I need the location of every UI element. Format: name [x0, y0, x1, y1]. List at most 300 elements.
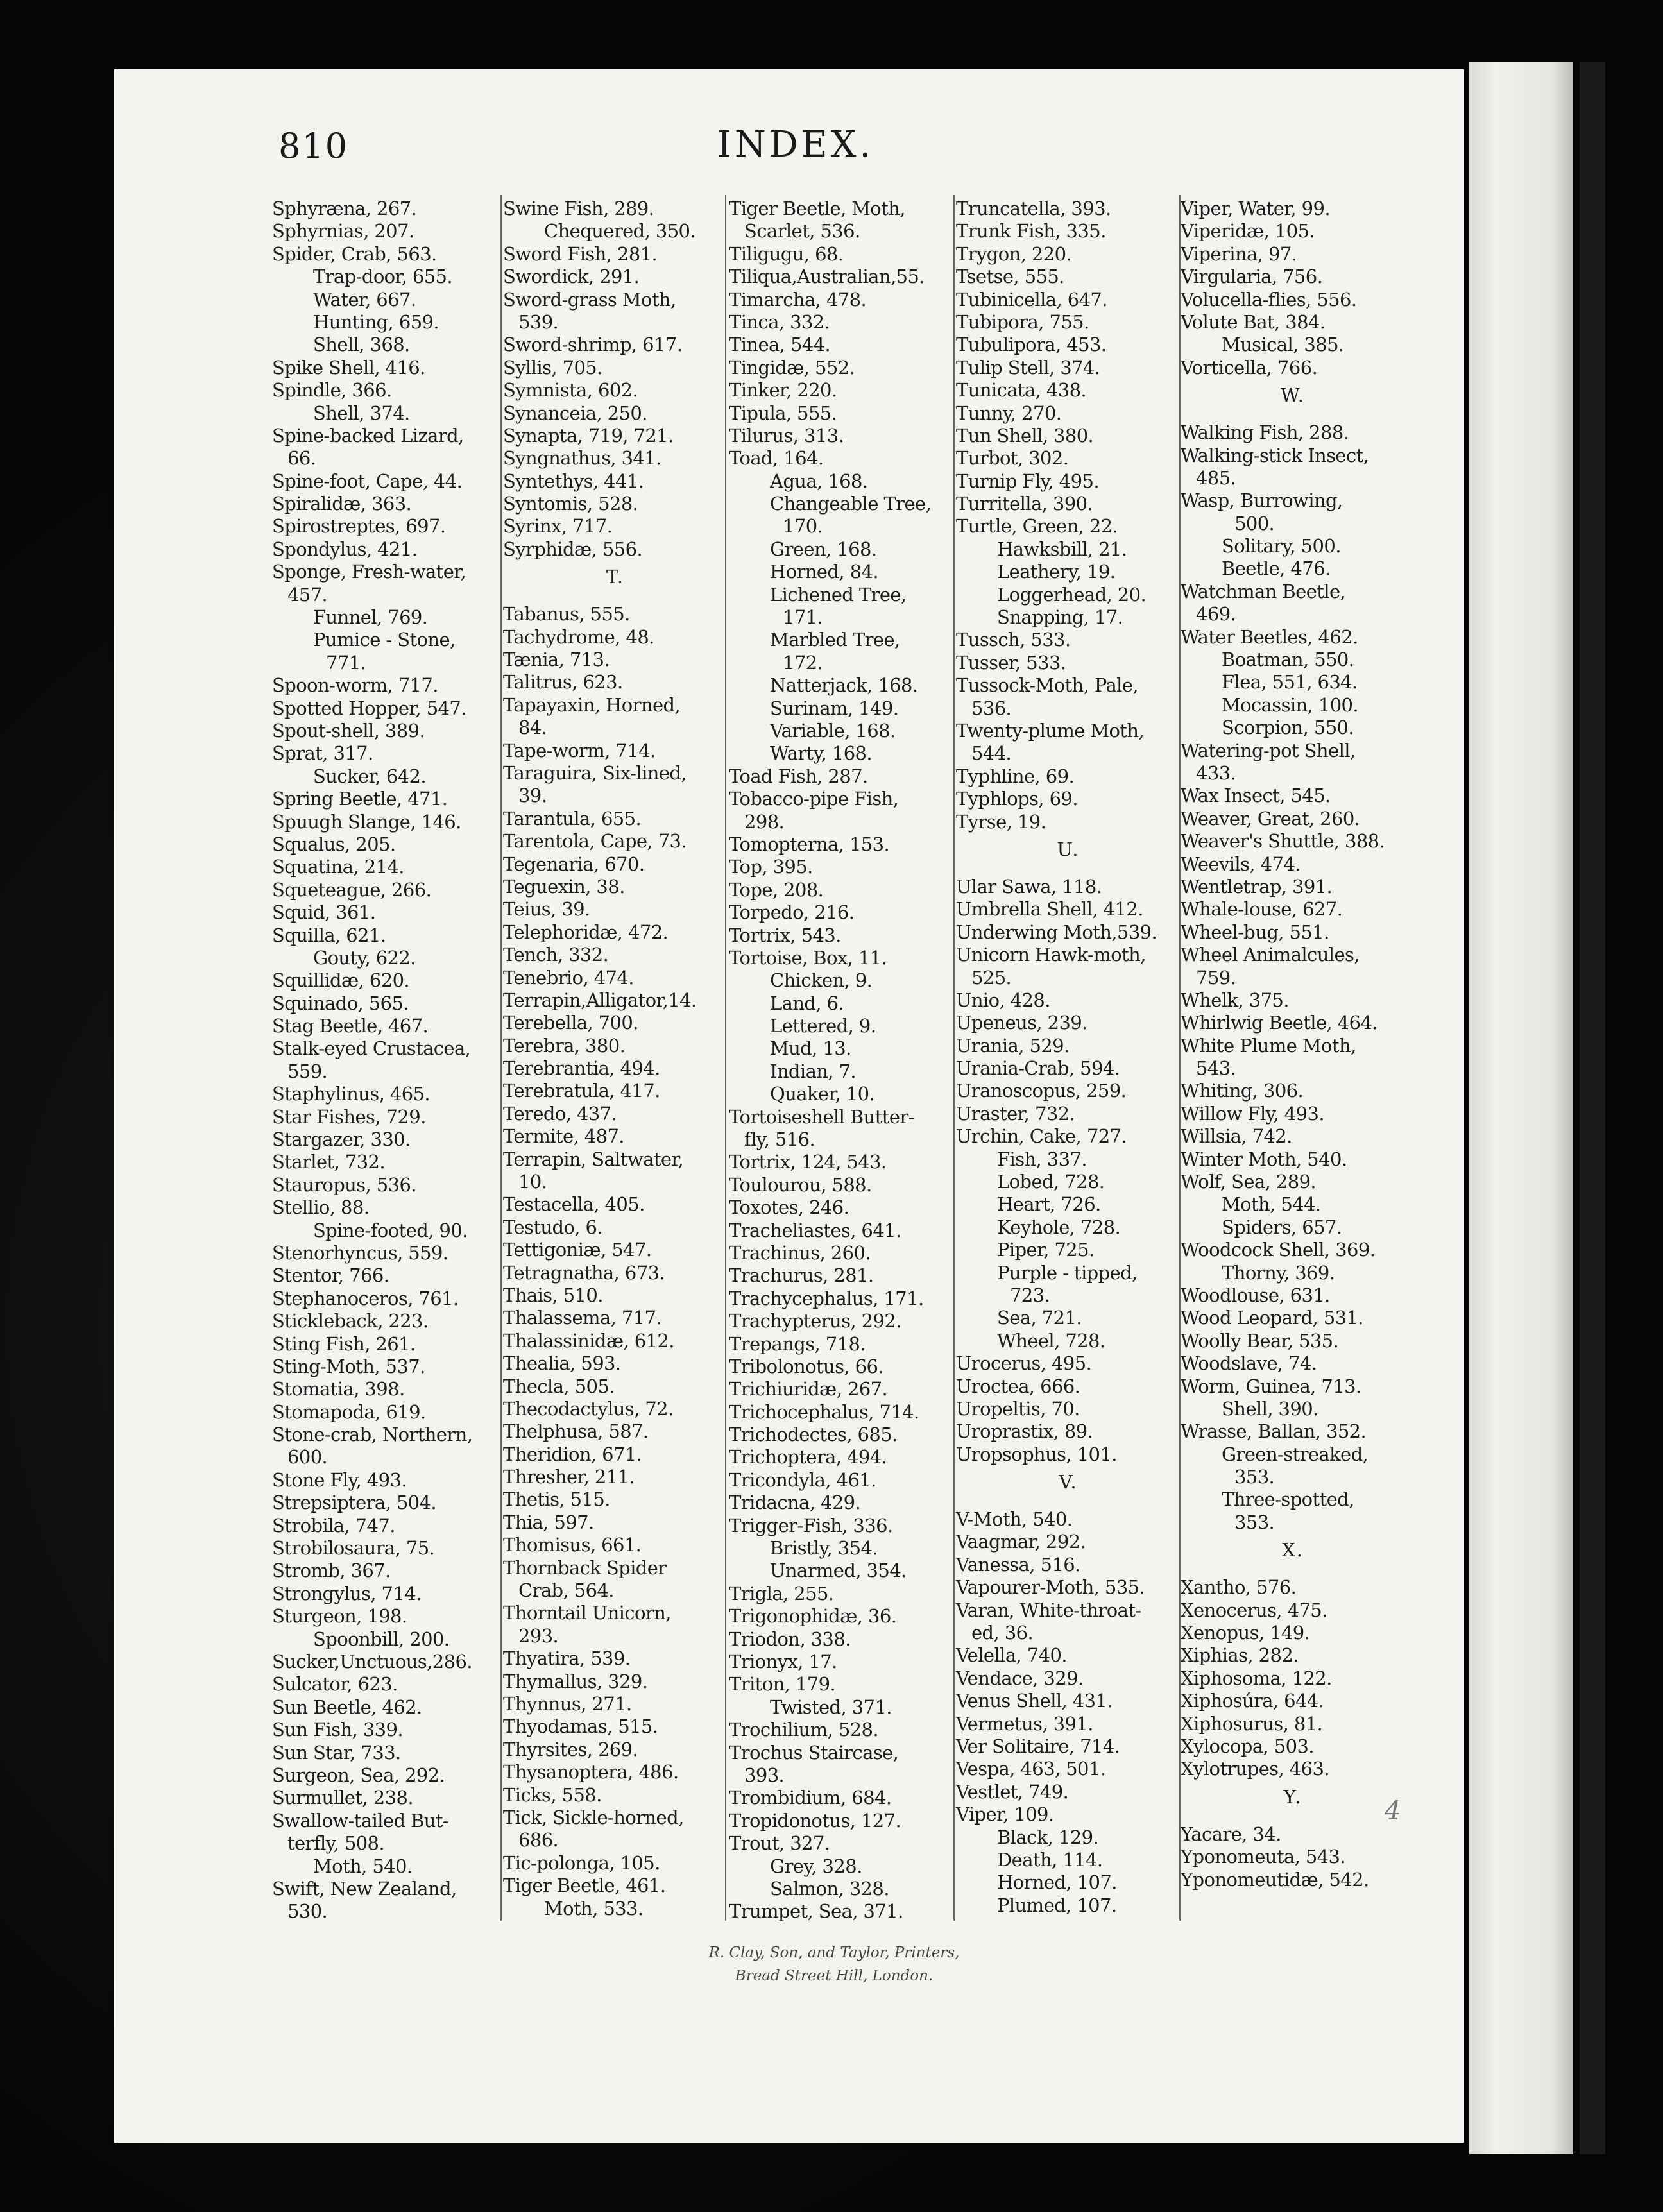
index-entry-line: Sun Beetle, 462. [272, 1696, 422, 1718]
index-entry-line: 771. [326, 651, 366, 674]
index-entry-line: Mud, 13. [770, 1037, 851, 1060]
index-entry-line: Lettered, 9. [770, 1015, 876, 1037]
index-entry-line: Swordick, 291. [503, 266, 640, 288]
index-entry-line: Teguexin, 38. [503, 875, 625, 898]
column-rule [953, 195, 955, 1921]
index-entry-line: Squatina, 214. [272, 856, 404, 878]
index-entry-line: Wheel-bug, 551. [1181, 921, 1329, 943]
index-entry-line: Turnip Fly, 495. [956, 470, 1099, 492]
index-entry-line: Trichiuridæ, 267. [729, 1378, 888, 1400]
index-entry-line: Terrapin,Alligator,14. [503, 989, 697, 1011]
index-entry-line: Spike Shell, 416. [272, 356, 425, 379]
index-entry-line: Green-streaked, [1222, 1443, 1369, 1465]
index-entry-line: Shell, 374. [313, 402, 410, 424]
index-entry-line: Swallow-tailed But- [272, 1809, 449, 1832]
index-entry-line: Viperina, 97. [1181, 242, 1297, 265]
index-entry-line: Weaver's Shuttle, 388. [1181, 830, 1385, 853]
index-entry-line: Snapping, 17. [997, 606, 1123, 629]
index-entry-line: Spout-shell, 389. [272, 719, 425, 742]
index-entry-line: Thecodactylus, 72. [503, 1397, 674, 1420]
index-entry-line: Loggerhead, 20. [997, 583, 1147, 606]
index-entry-line: Tenebrio, 474. [503, 966, 634, 989]
index-entry-line: Tun Shell, 380. [956, 424, 1094, 447]
index-entry-line: Thynnus, 271. [503, 1693, 632, 1715]
index-entry-line: Spoonbill, 200. [313, 1628, 450, 1650]
index-entry-line: 353. [1234, 1466, 1275, 1488]
index-entry-line: Stalk-eyed Crustacea, [272, 1037, 471, 1060]
index-entry-line: Death, 114. [997, 1848, 1103, 1871]
index-entry-line: Tingidæ, 552. [729, 356, 855, 379]
index-entry-line: Thorny, 369. [1222, 1261, 1335, 1284]
index-entry-line: Swift, New Zealand, [272, 1877, 457, 1900]
index-entry-line: Spirostreptes, 697. [272, 515, 446, 538]
index-entry-line: 543. [1196, 1057, 1236, 1080]
index-entry-line: Spider, Crab, 563. [272, 242, 437, 265]
index-entry-line: Stromb, 367. [272, 1560, 391, 1582]
index-entry-line: Wood Leopard, 531. [1181, 1307, 1363, 1329]
index-entry-line: Tarantula, 655. [503, 807, 642, 830]
index-entry-line: Squinado, 565. [272, 992, 409, 1014]
index-entry-line: 723. [1010, 1284, 1050, 1306]
index-entry-line: Tubipora, 755. [956, 311, 1089, 333]
index-entry-line: Tulip Stell, 374. [956, 356, 1100, 379]
index-entry-line: Twisted, 371. [770, 1696, 892, 1718]
index-entry-line: Tape-worm, 714. [503, 739, 656, 761]
index-entry-line: Tachydrome, 48. [503, 625, 654, 648]
index-entry-line: Thecla, 505. [503, 1375, 615, 1397]
index-entry-line: Strepsiptera, 504. [272, 1492, 437, 1514]
index-entry-line: 66. [287, 447, 316, 470]
index-entry-line: Walking-stick Insect, [1181, 444, 1369, 466]
section-letter-heading: T. [606, 566, 625, 588]
index-entry-line: Chicken, 9. [770, 969, 873, 992]
section-letter-heading: X. [1282, 1539, 1304, 1561]
index-entry-line: Termite, 487. [503, 1125, 624, 1148]
index-entry-line: Telephoridæ, 472. [503, 921, 669, 943]
index-entry-line: Syrinx, 717. [503, 515, 613, 538]
index-entry-line: 10. [518, 1171, 547, 1193]
index-entry-line: Terebra, 380. [503, 1034, 626, 1057]
index-entry-line: Tyrse, 19. [956, 810, 1046, 833]
index-entry-line: Moth, 540. [313, 1855, 413, 1877]
index-entry-line: Urchin, Cake, 727. [956, 1125, 1127, 1148]
index-entry-line: Tiligugu, 68. [729, 242, 844, 265]
index-entry-line: 559. [287, 1060, 328, 1082]
index-entry-line: 170. [783, 515, 823, 538]
index-entry-line: Xiphosurus, 81. [1181, 1712, 1323, 1735]
index-entry-line: Horned, 107. [997, 1871, 1117, 1894]
index-entry-line: Synanceia, 250. [503, 402, 647, 424]
index-entry-line: Ular Sawa, 118. [956, 875, 1102, 898]
index-entry-line: 536. [971, 697, 1012, 719]
index-entry-line: Tapayaxin, Horned, [503, 693, 681, 716]
index-entry-line: Funnel, 769. [313, 606, 428, 629]
index-entry-line: Strobila, 747. [272, 1514, 395, 1536]
index-entry-line: 469. [1196, 603, 1236, 625]
index-entry-line: Uranoscopus, 259. [956, 1080, 1127, 1102]
index-entry-line: Tussch, 533. [956, 629, 1071, 651]
index-entry-line: Winter Moth, 540. [1181, 1148, 1347, 1170]
index-entry-line: Trachypterus, 292. [729, 1310, 901, 1332]
index-entry-line: Terebrantia, 494. [503, 1057, 660, 1080]
index-entry-line: Weevils, 474. [1181, 853, 1301, 875]
index-entry-line: Woolly Bear, 535. [1181, 1329, 1339, 1352]
index-entry-line: Vestlet, 749. [956, 1780, 1069, 1803]
index-entry-line: Stellio, 88. [272, 1196, 370, 1219]
section-letter-heading: U. [1057, 838, 1080, 860]
adjacent-page-edge [1469, 62, 1573, 2154]
index-entry-line: Tribolonotus, 66. [729, 1355, 883, 1377]
index-entry-line: Sponge, Fresh-water, [272, 561, 466, 583]
index-entry-line: 544. [971, 742, 1012, 765]
index-entry-line: Symnista, 602. [503, 379, 638, 402]
printer-credit [674, 1941, 994, 1987]
section-letter-heading: V. [1059, 1471, 1078, 1493]
index-entry-line: Whiting, 306. [1181, 1080, 1304, 1102]
index-entry-line: Sphyræna, 267. [272, 198, 417, 219]
index-entry-line: Thysanoptera, 486. [503, 1761, 679, 1783]
index-entry-line: Boatman, 550. [1222, 649, 1354, 671]
index-entry-line: Beetle, 476. [1222, 557, 1331, 580]
index-entry-line: Urania-Crab, 594. [956, 1057, 1120, 1080]
index-entry-line: Tiger Beetle, 461. [503, 1875, 666, 1897]
index-entry-line: Synapta, 719, 721. [503, 424, 674, 447]
index-entry-line: Trigger-Fish, 336. [729, 1514, 893, 1536]
index-entry-line: Teius, 39. [503, 898, 590, 921]
index-entry-line: 353. [1234, 1511, 1275, 1533]
index-entry-line: Three-spotted, [1222, 1488, 1354, 1511]
index-entry-line: Turritella, 390. [956, 493, 1093, 515]
index-entry-line: Xylocopa, 503. [1181, 1735, 1314, 1757]
index-entry-line: Uroprastix, 89. [956, 1420, 1093, 1443]
index-entry-line: Thornback Spider [503, 1556, 667, 1579]
index-entry-line: Terebratula, 417. [503, 1080, 660, 1102]
index-entry-line: Urocerus, 495. [956, 1352, 1092, 1375]
index-entry-line: Toad, 164. [729, 447, 824, 470]
index-entry-line: Stone Fly, 493. [272, 1468, 407, 1491]
index-entry-line: Spiders, 657. [1222, 1216, 1342, 1238]
index-entry-line: Typhline, 69. [956, 765, 1075, 787]
index-entry-line: Syntethys, 441. [503, 470, 644, 492]
printer-line-1: R. Clay, Son, and Taylor, Printers, [708, 1944, 960, 1961]
index-entry-line: Tubulipora, 453. [956, 334, 1107, 356]
index-entry-line: Yponomeuta, 543. [1181, 1846, 1345, 1868]
index-entry-line: Purple - tipped, [997, 1261, 1138, 1284]
index-entry-line: Trygon, 220. [956, 242, 1072, 265]
index-entry-line: Sun Fish, 339. [272, 1719, 404, 1741]
index-entry-line: 457. [287, 583, 328, 606]
index-entry-line: Heart, 726. [997, 1193, 1101, 1216]
index-entry-line: Spondylus, 421. [272, 538, 418, 560]
index-entry-line: Vorticella, 766. [1181, 356, 1318, 379]
index-entry-line: Worm, Guinea, 713. [1181, 1375, 1361, 1397]
book-gutter [1580, 62, 1605, 2154]
index-entry-line: Squilla, 621. [272, 924, 386, 946]
index-entry-line: Woodslave, 74. [1181, 1352, 1317, 1375]
index-entry-line: Solitary, 500. [1222, 535, 1341, 557]
index-entry-line: Swine Fish, 289. [503, 198, 654, 219]
index-entry-line: Sword-shrimp, 617. [503, 334, 683, 356]
index-entry-line: Spine-backed Lizard, [272, 424, 464, 447]
index-entry-line: Sun Star, 733. [272, 1741, 401, 1764]
index-entry-line: Wheel Animalcules, [1181, 944, 1360, 966]
index-entry-line: Woodcock Shell, 369. [1181, 1239, 1376, 1261]
index-entry-line: Thalassema, 717. [503, 1307, 661, 1329]
index-entry-line: Tegenaria, 670. [503, 853, 645, 875]
index-entry-line: 172. [783, 651, 823, 674]
index-entry-line: Watchman Beetle, [1181, 580, 1346, 602]
index-entry-line: Ticks, 558. [503, 1783, 602, 1806]
index-entry-line: Tortoiseshell Butter- [729, 1105, 914, 1128]
index-entry-line: Thyatira, 539. [503, 1647, 631, 1670]
index-entry-line: 686. [518, 1829, 559, 1851]
index-entry-line: Stauropus, 536. [272, 1173, 416, 1196]
index-entry-line: Terebella, 700. [503, 1012, 638, 1034]
column-rule [725, 195, 726, 1921]
index-entry-line: Vermetus, 391. [956, 1712, 1093, 1735]
index-entry-line: Thalassinidæ, 612. [503, 1329, 674, 1352]
index-entry-line: terfly, 508. [287, 1832, 385, 1855]
index-entry-line: Xiphias, 282. [1181, 1644, 1299, 1667]
index-entry-line: Tetragnatha, 673. [503, 1261, 665, 1284]
index-entry-line: 298. [744, 810, 785, 833]
index-entry-line: Piper, 725. [997, 1239, 1095, 1261]
index-entry-line: Trumpet, Sea, 371. [729, 1900, 903, 1923]
index-entry-line: Top, 395. [729, 856, 813, 878]
index-entry-line: Volucella-flies, 556. [1181, 288, 1357, 311]
index-entry-line: Whale-louse, 627. [1181, 898, 1343, 921]
index-entry-line: 293. [518, 1624, 559, 1647]
index-entry-line: 84. [518, 717, 547, 739]
index-entry-line: Trochus Staircase, [729, 1741, 899, 1764]
index-entry-line: Bristly, 354. [770, 1537, 878, 1560]
index-entry-line: Starlet, 732. [272, 1151, 385, 1173]
index-entry-line: Scorpion, 550. [1222, 717, 1354, 739]
index-entry-line: Spindle, 366. [272, 379, 392, 402]
index-entry-line: Syllis, 705. [503, 356, 602, 379]
index-entry-line: Weaver, Great, 260. [1181, 807, 1360, 830]
index-entry-line: Tusser, 533. [956, 651, 1066, 674]
index-entry-line: White Plume Moth, [1181, 1034, 1356, 1057]
index-entry-line: Tunicata, 438. [956, 379, 1087, 402]
index-entry-line: Virgularia, 756. [1181, 266, 1323, 288]
index-entry-line: Stickleback, 223. [272, 1310, 429, 1332]
index-entry-line: Toxotes, 246. [729, 1196, 849, 1219]
index-entry-line: Umbrella Shell, 412. [956, 898, 1143, 921]
index-entry-line: Tortrix, 543. [729, 924, 841, 946]
index-entry-line: Black, 129. [997, 1826, 1099, 1848]
index-entry-line: Yacare, 34. [1181, 1823, 1281, 1845]
index-entry-line: Testacella, 405. [503, 1193, 645, 1216]
index-entry-line: Spine-foot, Cape, 44. [272, 470, 463, 492]
index-entry-line: Uraster, 732. [956, 1102, 1075, 1125]
index-entry-line: Horned, 84. [770, 561, 878, 583]
index-entry-line: Thetis, 515. [503, 1488, 610, 1511]
index-entry-line: Squalus, 205. [272, 833, 396, 855]
index-entry-line: Yponomeutidæ, 542. [1181, 1868, 1369, 1891]
index-entry-line: Ver Solitaire, 714. [956, 1735, 1120, 1757]
index-entry-line: Viper, 109. [956, 1803, 1054, 1826]
index-entry-line: Uropeltis, 70. [956, 1397, 1080, 1420]
index-entry-line: Xiphosúra, 644. [1181, 1690, 1324, 1712]
index-entry-line: Taraguira, Six-lined, [503, 761, 687, 784]
index-entry-line: Willsia, 742. [1181, 1125, 1292, 1148]
index-entry-line: Theridion, 671. [503, 1443, 642, 1465]
index-column-4 [956, 198, 1181, 1917]
index-entry-line: Flea, 551, 634. [1222, 671, 1358, 693]
printer-line-2: Bread Street Hill, London. [735, 1968, 934, 1984]
index-entry-line: Trochilium, 528. [729, 1719, 878, 1741]
index-entry-line: Tabanus, 555. [503, 603, 630, 625]
index-entry-line: Velella, 740. [956, 1644, 1067, 1667]
index-entry-line: Chequered, 350. [544, 220, 696, 242]
index-entry-line: Timarcha, 478. [729, 288, 867, 311]
index-entry-line: Toulourou, 588. [729, 1173, 872, 1196]
index-entry-line: Hawksbill, 21. [997, 538, 1127, 560]
index-entry-line: Trigla, 255. [729, 1582, 834, 1604]
index-entry-line: Unarmed, 354. [770, 1560, 907, 1582]
index-column-5 [1181, 198, 1405, 1891]
index-entry-line: Changeable Tree, [770, 493, 932, 515]
index-entry-line: fly, 516. [744, 1128, 815, 1151]
index-entry-line: Trombidium, 684. [729, 1787, 892, 1809]
index-entry-line: Tinea, 544. [729, 334, 831, 356]
page-number: 810 [278, 126, 349, 166]
index-entry-line: Tope, 208. [729, 878, 824, 901]
index-entry-line: Tiger Beetle, Moth, [729, 198, 905, 219]
index-entry-line: Tussock-Moth, Pale, [956, 674, 1139, 697]
index-entry-line: 530. [287, 1900, 328, 1923]
index-entry-line: Tubinicella, 647. [956, 288, 1107, 311]
index-column-3 [729, 198, 953, 1923]
index-entry-line: Stomatia, 398. [272, 1378, 405, 1400]
index-entry-line: 525. [971, 966, 1012, 989]
index-entry-line: Stephanoceros, 761. [272, 1287, 459, 1309]
index-entry-line: Thais, 510. [503, 1284, 603, 1306]
index-entry-line: Twenty-plume Moth, [956, 719, 1145, 742]
index-entry-line: Tinker, 220. [729, 379, 837, 402]
index-entry-line: Sprat, 317. [272, 742, 373, 765]
index-entry-line: Trap-door, 655. [313, 266, 453, 288]
index-entry-line: Variable, 168. [770, 719, 896, 742]
index-entry-line: Trichoptera, 494. [729, 1446, 887, 1468]
index-entry-line: Uroctea, 666. [956, 1375, 1080, 1397]
index-entry-line: Tick, Sickle-horned, [503, 1806, 684, 1828]
index-entry-line: Thyrsites, 269. [503, 1738, 638, 1760]
index-entry-line: Typhlops, 69. [956, 788, 1078, 810]
index-entry-line: Vanessa, 516. [956, 1553, 1080, 1576]
index-entry-line: Salmon, 328. [770, 1877, 889, 1900]
index-entry-line: Trachinus, 260. [729, 1241, 871, 1264]
index-entry-line: 433. [1196, 761, 1236, 784]
index-entry-line: Tortrix, 124, 543. [729, 1151, 887, 1173]
index-entry-line: Thorntail Unicorn, [503, 1602, 671, 1624]
index-entry-line: Land, 6. [770, 992, 844, 1014]
index-entry-line: Quaker, 10. [770, 1083, 875, 1105]
index-entry-line: Testudo, 6. [503, 1216, 602, 1238]
index-entry-line: Unio, 428. [956, 989, 1050, 1011]
index-entry-line: Tortoise, Box, 11. [729, 946, 887, 969]
index-entry-line: Surinam, 149. [770, 697, 899, 719]
index-entry-line: Vapourer-Moth, 535. [956, 1576, 1145, 1599]
index-entry-line: Walking Fish, 288. [1181, 421, 1349, 444]
index-entry-line: Syngnathus, 341. [503, 447, 661, 470]
index-entry-line: Tipula, 555. [729, 402, 837, 424]
index-entry-line: Tettigoniæ, 547. [503, 1239, 652, 1261]
index-entry-line: Lobed, 728. [997, 1171, 1105, 1193]
index-entry-line: Gouty, 622. [313, 946, 416, 969]
index-entry-line: Sea, 721. [997, 1307, 1082, 1329]
index-entry-line: Volute Bat, 384. [1181, 311, 1326, 333]
index-entry-line: Uropsophus, 101. [956, 1443, 1117, 1465]
index-entry-line: Spring Beetle, 471. [272, 788, 448, 810]
index-entry-line: Sword-grass Moth, [503, 288, 676, 311]
index-entry-line: Tracheliastes, 641. [729, 1219, 901, 1241]
index-entry-line: Trunk Fish, 335. [956, 220, 1106, 242]
index-entry-line: Viperidæ, 105. [1181, 220, 1315, 242]
index-entry-line: Woodlouse, 631. [1181, 1284, 1330, 1306]
index-entry-line: Lichened Tree, [770, 583, 907, 606]
index-entry-line: 171. [783, 606, 823, 629]
index-entry-line: Whelk, 375. [1181, 989, 1289, 1011]
index-entry-line: Teredo, 437. [503, 1102, 617, 1125]
pencil-mark: 4 [1385, 1796, 1401, 1826]
index-entry-line: Water, 667. [313, 288, 416, 311]
index-entry-line: Strobilosaura, 75. [272, 1537, 435, 1560]
index-entry-line: Tic-polonga, 105. [503, 1851, 660, 1874]
index-entry-line: 539. [518, 311, 559, 333]
index-entry-line: Sphyrnias, 207. [272, 220, 414, 242]
index-entry-line: Thomisus, 661. [503, 1534, 642, 1556]
index-entry-line: Stargazer, 330. [272, 1128, 411, 1151]
index-entry-line: Wrasse, Ballan, 352. [1181, 1420, 1367, 1443]
index-entry-line: 393. [744, 1764, 785, 1786]
index-entry-line: Tarentola, Cape, 73. [503, 830, 687, 853]
index-entry-line: Green, 168. [770, 538, 877, 560]
index-entry-line: Warty, 168. [770, 742, 873, 765]
index-entry-line: Venus Shell, 431. [956, 1690, 1113, 1712]
index-entry-line: Torpedo, 216. [729, 901, 855, 924]
index-entry-line: Underwing Moth,539. [956, 921, 1157, 943]
index-column-1 [272, 198, 497, 1923]
index-entry-line: Sting Fish, 261. [272, 1332, 416, 1355]
index-entry-line: 500. [1234, 512, 1275, 534]
index-entry-line: Tiliqua,Australian,55. [729, 266, 925, 288]
index-entry-line: Sucker, 642. [313, 765, 427, 787]
index-entry-line: Spine-footed, 90. [313, 1219, 468, 1241]
index-entry-line: Musical, 385. [1222, 334, 1344, 356]
index-entry-line: Tobacco-pipe Fish, [729, 788, 899, 810]
index-entry-line: ed, 36. [971, 1622, 1034, 1644]
index-entry-line: Urania, 529. [956, 1034, 1070, 1057]
index-entry-line: Stentor, 766. [272, 1264, 389, 1287]
index-entry-line: Wentletrap, 391. [1181, 875, 1333, 898]
index-entry-line: Hunting, 659. [313, 311, 439, 333]
index-entry-line: Squillidæ, 620. [272, 969, 410, 992]
index-entry-line: Stag Beetle, 467. [272, 1015, 429, 1037]
section-letter-heading: Y. [1283, 1785, 1302, 1808]
index-entry-line: Leathery, 19. [997, 561, 1116, 583]
page-title: INDEX. [717, 124, 874, 166]
index-entry-line: Stone-crab, Northern, [272, 1424, 473, 1446]
index-entry-line: Tænia, 713. [503, 649, 610, 671]
index-entry-line: Keyhole, 728. [997, 1216, 1121, 1238]
column-rule [500, 195, 502, 1921]
index-entry-line: Moth, 533. [544, 1897, 644, 1919]
index-entry-line: Sturgeon, 198. [272, 1605, 407, 1628]
index-entry-line: Triodon, 338. [729, 1628, 851, 1650]
index-entry-line: Sting-Moth, 537. [272, 1355, 425, 1377]
